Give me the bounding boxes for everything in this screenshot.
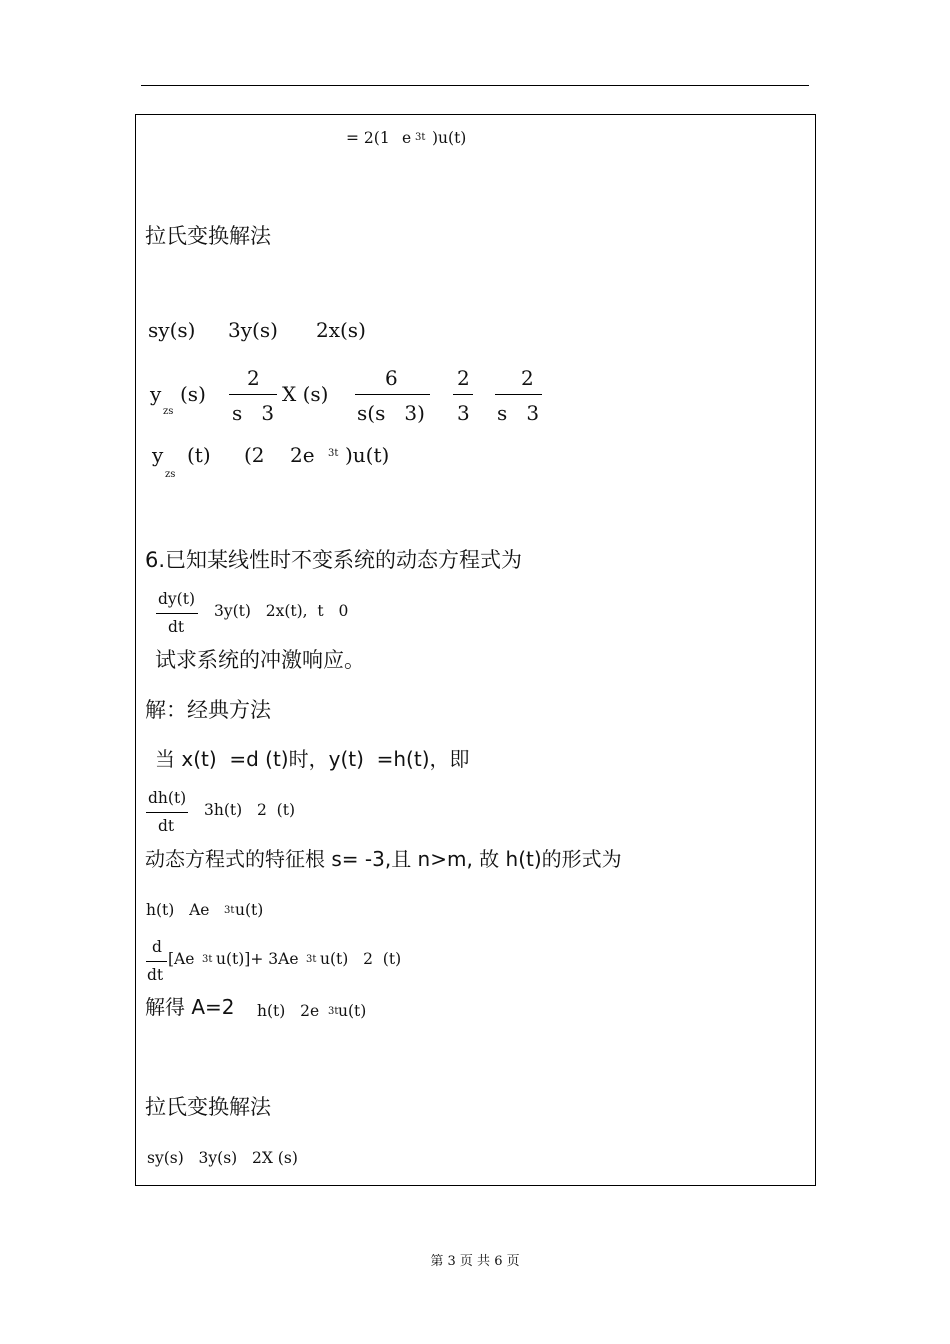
eq1-term-a: sy(s) (148, 318, 196, 342)
h-form-b: u(t) (235, 901, 264, 919)
eq2-frac1-den: s 3 (232, 401, 275, 425)
eq2-frac1-bar (229, 394, 277, 395)
page-footer: 第 3 页 共 6 页 (430, 1254, 520, 1269)
solve-A-b: u(t) (338, 1002, 367, 1020)
eq2-frac3-den: 3 (457, 401, 470, 425)
deriv-a: [Ae (168, 950, 195, 968)
section-heading-laplace: 拉氏变换解法 (145, 224, 271, 248)
eq2-frac2-den: s(s 3) (357, 401, 425, 425)
solution-label: 解：经典方法 (145, 698, 271, 722)
char-root-text: 动态方程式的特征根 s= -3,且 n>m, 故 h(t)的形式为 (145, 847, 622, 871)
eq2-frac1-num: 2 (247, 366, 260, 390)
h-form-sup: 3t (224, 905, 235, 916)
top-equation-prefix: = 2(1 (346, 129, 390, 147)
eq2-s: (s) (180, 382, 206, 406)
problem-6-title: 6.已知某线性时不变系统的动态方程式为 (145, 548, 523, 572)
eq2-X: X (s) (282, 382, 329, 406)
eq2-frac3-bar (453, 394, 473, 395)
eq2-frac3-num: 2 (457, 366, 470, 390)
eq3-t: (t) (187, 443, 211, 467)
deriv-b: u(t)]+ 3Ae (216, 950, 299, 968)
p6-frac-den: dt (168, 618, 185, 636)
section-heading-laplace-2: 拉氏变换解法 (145, 1095, 271, 1119)
top-equation-e: e (402, 129, 412, 147)
impulse-condition: 当 x(t) =d (t)时，y(t) =h(t)，即 (155, 747, 470, 771)
p6-equation-rest: 3y(t) 2x(t), t 0 (214, 602, 349, 620)
eq3-sup: 3t (328, 448, 339, 459)
header-rule (141, 85, 809, 86)
eq2-frac2-bar (355, 394, 430, 395)
eq2-frac4-num: 2 (521, 366, 534, 390)
top-equation-sup: 3t (415, 132, 426, 143)
deriv-frac-num: d (152, 938, 162, 956)
eq3-c: )u(t) (345, 443, 390, 467)
eq3-y: y (152, 443, 164, 467)
h-frac-num: dh(t) (148, 789, 187, 807)
deriv-sup1: 3t (202, 954, 213, 965)
solve-A-sup: 3t (328, 1006, 339, 1017)
top-equation-suffix: )u(t) (432, 129, 467, 147)
deriv-c: u(t) 2 (t) (320, 950, 402, 968)
eq1-term-c: 2x(s) (316, 318, 366, 342)
p6-frac-num: dy(t) (158, 590, 196, 608)
p6-frac-bar (156, 613, 198, 614)
solve-A-a: h(t) 2e (257, 1002, 320, 1020)
eq2-frac2-num: 6 (385, 366, 398, 390)
h-equation-rest: 3h(t) 2 (t) (204, 801, 295, 819)
eq3-b: 2e (290, 443, 315, 467)
deriv-frac-bar (146, 961, 167, 962)
eq2-subscript: zs (163, 406, 174, 417)
problem-6-ask: 试求系统的冲激响应。 (155, 648, 365, 672)
h-frac-den: dt (158, 817, 175, 835)
eq3-subscript: zs (165, 469, 176, 480)
solve-A-label: 解得 A=2 (145, 995, 235, 1019)
eq3-a: (2 (244, 443, 265, 467)
deriv-frac-den: dt (147, 966, 164, 984)
eq1-term-b: 3y(s) (228, 318, 278, 342)
eq2-frac4-bar (495, 394, 542, 395)
h-form-a: h(t) Ae (146, 901, 210, 919)
h-frac-bar (146, 812, 188, 813)
last-equation: sy(s) 3y(s) 2X (s) (147, 1149, 298, 1167)
eq2-y: y (150, 382, 162, 406)
deriv-sup2: 3t (306, 954, 317, 965)
eq2-frac4-den: s 3 (497, 401, 540, 425)
